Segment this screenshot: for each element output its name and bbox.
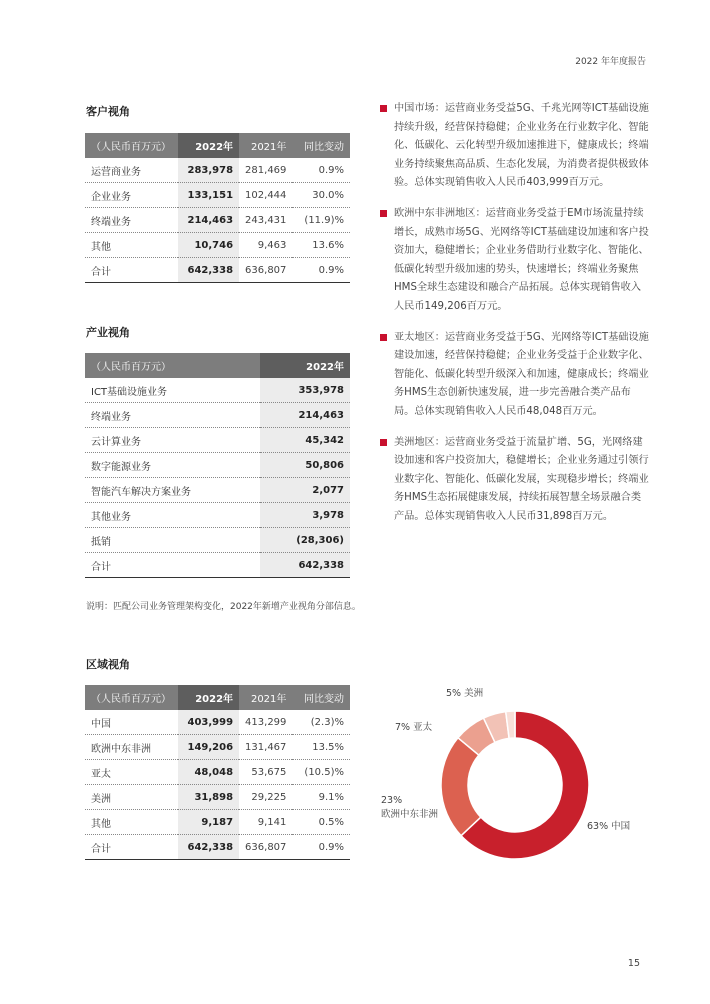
table-cell: 运营商业务: [85, 158, 178, 183]
table-row: [85, 183, 350, 208]
table-cell: 214,463: [260, 403, 350, 428]
table-cell: 413,299: [239, 710, 292, 735]
table-cell: 283,978: [178, 158, 239, 183]
table-row: [85, 233, 350, 258]
table-cell: 企业业务: [85, 183, 178, 208]
table-cell: 45,342: [260, 428, 350, 453]
table-cell: 0.9%: [292, 158, 350, 183]
bullet-text: 中国市场：运营商业务受益5G、千兆光网等ICT基础设施持续升级，经营保持稳健；企业业务在行业数字化、智能化、低碳化、云化转型升级加速推进下，健康成长；终端业务持续聚焦高品质、生态化发展，为消费者提供极致体验。总体实现销售收入人民币403,999百万元。: [394, 103, 649, 189]
table-cell: 其他业务: [85, 503, 260, 528]
pie-label-pct: 63%: [587, 821, 609, 832]
table-row: [85, 428, 350, 453]
table-cell: 53,675: [239, 760, 292, 785]
table-cell: ICT基础设施业务: [85, 378, 260, 403]
table-cell: 403,999: [178, 710, 239, 735]
table-row: [85, 208, 350, 233]
table-cell: 281,469: [239, 158, 292, 183]
pie-label-pct: 23%: [381, 795, 403, 806]
bullet-square-icon: [380, 334, 387, 341]
table-cell: 9,141: [239, 810, 292, 835]
pie-label-pct: 5%: [446, 688, 462, 699]
page-number: 15: [627, 958, 640, 969]
table-cell: 0.9%: [292, 258, 350, 283]
table-row: [85, 710, 350, 735]
pie-label-name: 亚太: [413, 722, 433, 733]
table-cell: 亚太: [85, 760, 178, 785]
table-cell: 31,898: [178, 785, 239, 810]
table-cell: 美洲: [85, 785, 178, 810]
region-donut-chart: [430, 700, 600, 870]
pie-label-name: 美洲: [464, 688, 484, 699]
table-row: [85, 503, 350, 528]
table-cell: 终端业务: [85, 403, 260, 428]
table-cell: 9,463: [239, 233, 292, 258]
customer-table: [85, 133, 350, 283]
note-text: 说明：匹配公司业务管理架构变化，2022年新增产业视角分部信息。: [86, 602, 361, 612]
table-cell: 终端业务: [85, 208, 178, 233]
table-cell: 合计: [85, 258, 178, 283]
table-cell: 243,431: [239, 208, 292, 233]
bullet-americas: [380, 434, 650, 527]
table-cell: (10.5)%: [292, 760, 350, 785]
table-cell: 合计: [85, 835, 178, 860]
table-row: [85, 478, 350, 503]
customer-section-title: 客户视角: [86, 105, 130, 118]
table-cell: 2,077: [260, 478, 350, 503]
table-cell: 102,444: [239, 183, 292, 208]
bullet-text: 美洲地区：运营商业务受益于流量扩增、5G，光网络建设加速和客户投资加大，稳健增长；企业业务通过引领行业数字化、智能化、低碳化发展，实现稳步增长；终端业务HMS生态拓展健康发展，持续拓展智慧全场景融合类产品。总体实现销售收入人民币31,898百万元。: [394, 436, 649, 522]
bullet-text: 欧洲中东非洲地区：运营商业务受益于EM市场流量持续增长，成熟市场5G、光网络等ICT基础建设加速和客户投资加大，稳健增长；企业业务借助行业数字化、智能化、低碳化转型升级加速的势头，快速增长；终端业务聚焦HMS全球生态建设和融合产品拓展。总体实现销售收入人民币149,206百万元。: [394, 207, 649, 312]
pie-label-emea: [381, 794, 438, 822]
table-row: [85, 785, 350, 810]
table-row: [85, 735, 350, 760]
bullet-square-icon: [380, 439, 387, 446]
table-row: [85, 810, 350, 835]
table-row: [85, 528, 350, 553]
table-cell: 0.9%: [292, 835, 350, 860]
table-cell: 10,746: [178, 233, 239, 258]
pie-label-china: [587, 818, 630, 832]
table-cell: 0.5%: [292, 810, 350, 835]
table-cell: 214,463: [178, 208, 239, 233]
table-cell: 642,338: [260, 553, 350, 578]
table-cell: 50,806: [260, 453, 350, 478]
table-row: [85, 553, 350, 578]
table-cell: 133,151: [178, 183, 239, 208]
table-cell: 抵销: [85, 528, 260, 553]
pie-label-name: 中国: [611, 821, 631, 832]
region-table: [85, 685, 350, 860]
column-header: 同比变动: [292, 133, 350, 158]
bullet-china: [380, 100, 650, 193]
table-row: [85, 158, 350, 183]
column-header: （人民币百万元）: [85, 353, 260, 378]
table-cell: 13.5%: [292, 735, 350, 760]
pie-label-americas: [446, 685, 483, 699]
column-header: 2022年: [260, 353, 350, 378]
table-row: [85, 403, 350, 428]
table-row: [85, 760, 350, 785]
bullet-text: 亚太地区：运营商业务受益于5G、光网络等ICT基础设施建设加速，经营保持稳健；企业业务受益于企业数字化、智能化、低碳化转型升级深入和加速，健康成长；终端业务HMS生态创新快速发展，进一步完善融合类产品布局。总体实现销售收入人民币48,048百万元。: [394, 331, 649, 417]
table-cell: (28,306): [260, 528, 350, 553]
table-row: [85, 835, 350, 860]
table-cell: 149,206: [178, 735, 239, 760]
column-header: 2022年: [178, 685, 239, 710]
table-cell: 48,048: [178, 760, 239, 785]
bullet-square-icon: [380, 105, 387, 112]
table-cell: 数字能源业务: [85, 453, 260, 478]
table-cell: 合计: [85, 553, 260, 578]
table-cell: 642,338: [178, 835, 239, 860]
table-cell: 131,467: [239, 735, 292, 760]
table-cell: 欧洲中东非洲: [85, 735, 178, 760]
table-cell: 9.1%: [292, 785, 350, 810]
table-cell: 云计算业务: [85, 428, 260, 453]
table-row: [85, 378, 350, 403]
column-header: 2021年: [239, 685, 292, 710]
column-header: （人民币百万元）: [85, 685, 178, 710]
industry-section-title: 产业视角: [86, 326, 130, 339]
table-cell: (11.9)%: [292, 208, 350, 233]
table-cell: 中国: [85, 710, 178, 735]
column-header: 同比变动: [292, 685, 350, 710]
region-commentary: [380, 100, 650, 538]
table-cell: 30.0%: [292, 183, 350, 208]
table-cell: 9,187: [178, 810, 239, 835]
table-row: [85, 258, 350, 283]
table-cell: 智能汽车解决方案业务: [85, 478, 260, 503]
column-header: 2022年: [178, 133, 239, 158]
table-cell: 353,978: [260, 378, 350, 403]
pie-label-name: 欧洲中东非洲: [381, 809, 439, 820]
bullet-emea: [380, 205, 650, 317]
column-header: （人民币百万元）: [85, 133, 178, 158]
industry-table: [85, 353, 350, 578]
table-cell: 其他: [85, 810, 178, 835]
bullet-square-icon: [380, 210, 387, 217]
report-header: 2022 年年度报告: [575, 57, 646, 67]
table-cell: (2.3)%: [292, 710, 350, 735]
table-cell: 636,807: [239, 835, 292, 860]
table-cell: 636,807: [239, 258, 292, 283]
table-cell: 3,978: [260, 503, 350, 528]
column-header: 2021年: [239, 133, 292, 158]
pie-label-pct: 7%: [395, 722, 411, 733]
pie-label-apac: [395, 719, 432, 733]
table-row: [85, 453, 350, 478]
region-section-title: 区域视角: [86, 658, 130, 671]
bullet-apac: [380, 329, 650, 422]
table-cell: 13.6%: [292, 233, 350, 258]
table-cell: 其他: [85, 233, 178, 258]
table-cell: 642,338: [178, 258, 239, 283]
table-cell: 29,225: [239, 785, 292, 810]
